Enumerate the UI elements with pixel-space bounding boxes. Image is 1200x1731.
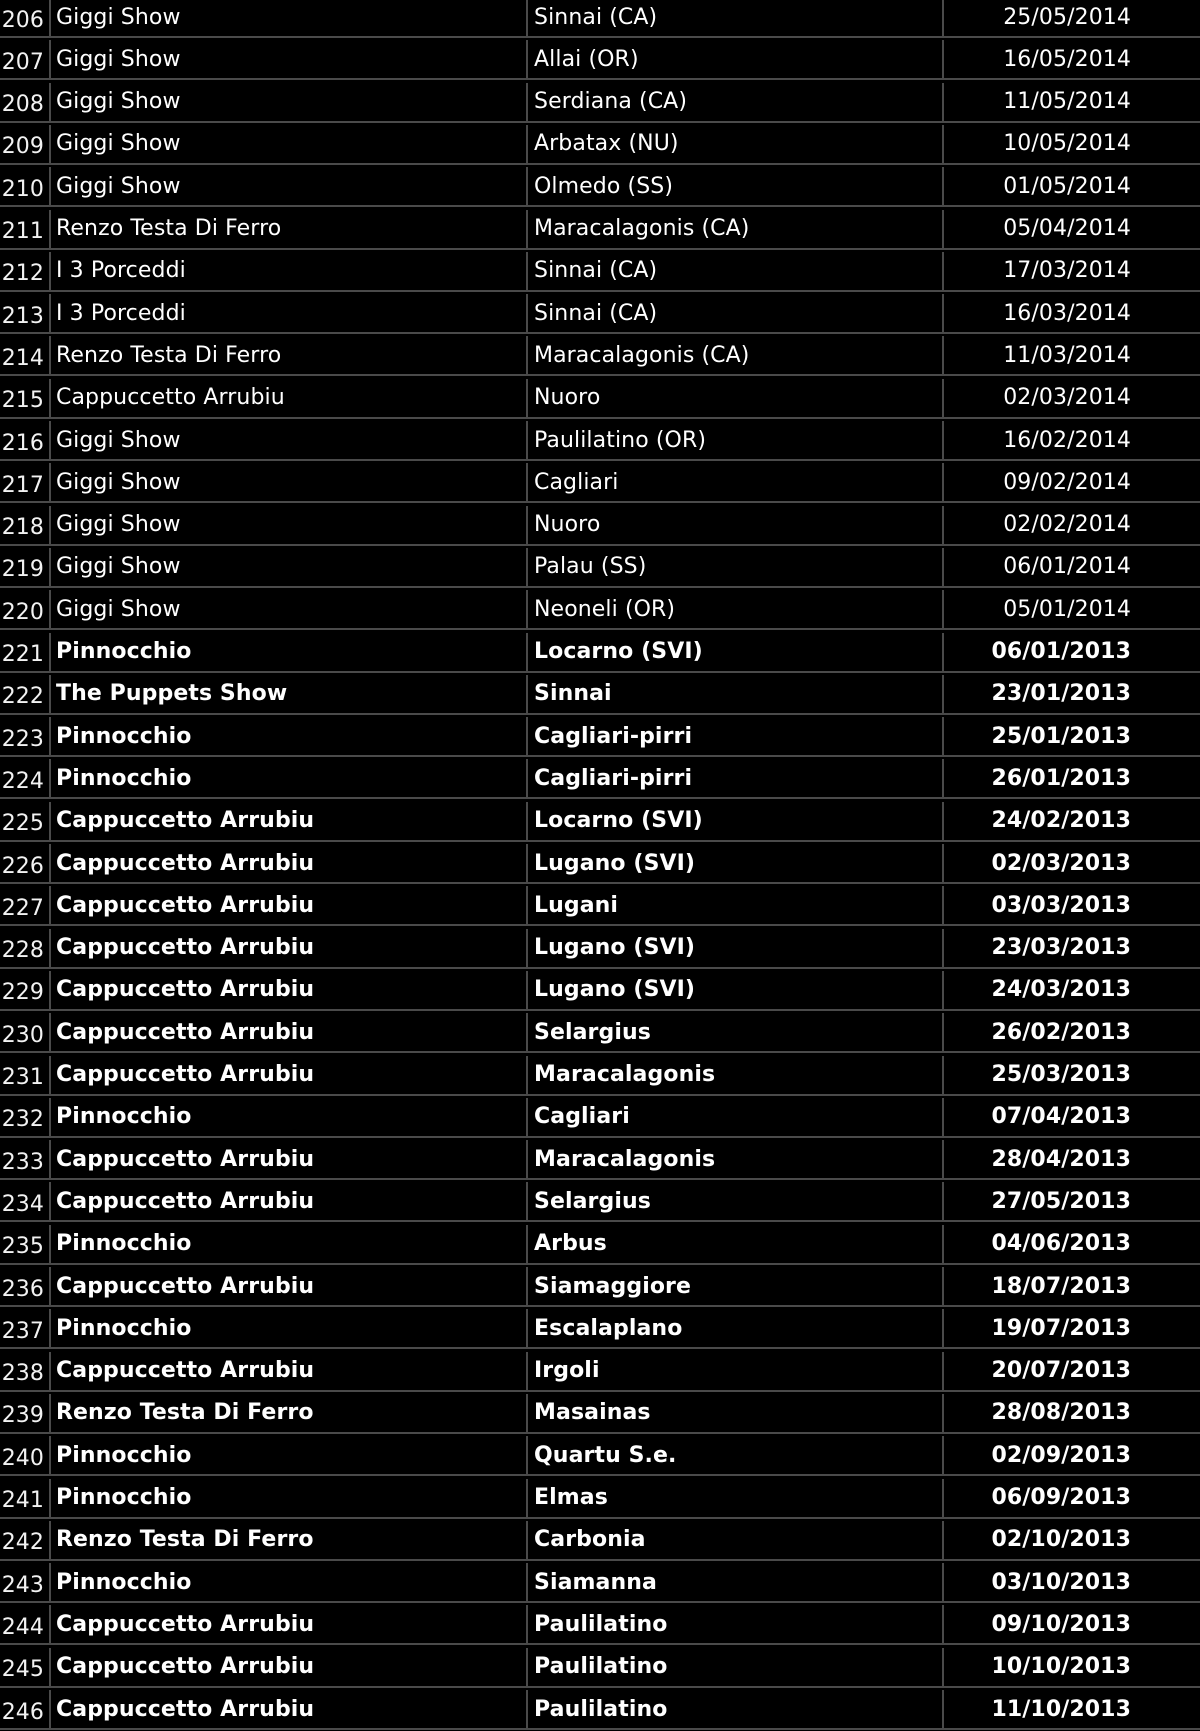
table-row xyxy=(0,83,1200,123)
row-number-cell: 235 xyxy=(0,1225,51,1263)
show-name-cell: Cappuccetto Arrubiu xyxy=(51,1267,528,1305)
date-cell: 28/04/2013 xyxy=(991,1146,1131,1172)
table-row xyxy=(0,463,1200,503)
row-number-cell: 234 xyxy=(0,1182,51,1220)
table-row xyxy=(0,1648,1200,1688)
venue-cell: Serdiana (CA) xyxy=(528,83,944,121)
venue-cell: Cagliari xyxy=(528,1098,944,1136)
table-row xyxy=(0,1563,1200,1603)
row-number-cell: 246 xyxy=(0,1690,51,1728)
venue-cell: Escalaplano xyxy=(528,1309,944,1347)
venue-cell: Cagliari-pirri xyxy=(528,759,944,797)
venue-cell: Sinnai xyxy=(528,675,944,713)
row-number-cell: 241 xyxy=(0,1479,51,1517)
row-number-cell: 225 xyxy=(0,802,51,840)
date-cell: 06/01/2014 xyxy=(1003,554,1131,580)
table-row xyxy=(0,1267,1200,1307)
table-row xyxy=(0,1521,1200,1561)
row-number-cell: 223 xyxy=(0,717,51,755)
show-name-cell: Pinnocchio xyxy=(51,633,528,671)
row-number-cell: 230 xyxy=(0,1013,51,1051)
show-name-cell: Cappuccetto Arrubiu xyxy=(51,1182,528,1220)
venue-cell: Cagliari-pirri xyxy=(528,717,944,755)
show-name-cell: Cappuccetto Arrubiu xyxy=(51,1690,528,1728)
show-name-cell: Cappuccetto Arrubiu xyxy=(51,802,528,840)
row-number-cell: 208 xyxy=(0,83,51,121)
table-row xyxy=(0,1013,1200,1053)
venue-cell: Masainas xyxy=(528,1394,944,1432)
venue-cell: Maracalagonis xyxy=(528,1140,944,1178)
show-name-cell: Giggi Show xyxy=(51,167,528,205)
venue-cell: Irgoli xyxy=(528,1352,944,1390)
table-row xyxy=(0,1182,1200,1222)
row-number-cell: 216 xyxy=(0,421,51,459)
date-cell: 11/10/2013 xyxy=(991,1696,1131,1722)
table-row xyxy=(0,717,1200,757)
show-name-cell: Giggi Show xyxy=(51,83,528,121)
row-number-cell: 207 xyxy=(0,40,51,78)
venue-cell: Arbus xyxy=(528,1225,944,1263)
venue-cell: Locarno (SVI) xyxy=(528,633,944,671)
show-name-cell: Pinnocchio xyxy=(51,1098,528,1136)
venue-cell: Paulilatino (OR) xyxy=(528,421,944,459)
show-name-cell: Giggi Show xyxy=(51,421,528,459)
table-row xyxy=(0,1352,1200,1392)
venue-cell: Paulilatino xyxy=(528,1690,944,1728)
show-name-cell: Giggi Show xyxy=(51,590,528,628)
venue-cell: Palau (SS) xyxy=(528,548,944,586)
date-cell: 10/05/2014 xyxy=(1003,131,1131,157)
row-number-cell: 217 xyxy=(0,463,51,501)
show-name-cell: Cappuccetto Arrubiu xyxy=(51,1013,528,1051)
venue-cell: Allai (OR) xyxy=(528,40,944,78)
date-cell: 05/04/2014 xyxy=(1003,216,1131,241)
row-number-cell: 229 xyxy=(0,971,51,1009)
date-cell: 19/07/2013 xyxy=(991,1315,1131,1341)
table-row xyxy=(0,1605,1200,1645)
table-row xyxy=(0,1309,1200,1349)
row-number-cell: 227 xyxy=(0,886,51,924)
row-number-cell: 240 xyxy=(0,1436,51,1474)
table-row xyxy=(0,759,1200,799)
table-row xyxy=(0,802,1200,842)
date-cell: 28/08/2013 xyxy=(991,1400,1131,1426)
show-name-cell: Pinnocchio xyxy=(51,1225,528,1263)
date-cell: 11/03/2014 xyxy=(1003,342,1131,368)
date-cell: 26/01/2013 xyxy=(991,765,1131,791)
show-name-cell: I 3 Porceddi xyxy=(51,294,528,332)
venue-cell: Lugano (SVI) xyxy=(528,971,944,1009)
row-number-cell: 238 xyxy=(0,1352,51,1390)
venue-cell: Carbonia xyxy=(528,1521,944,1559)
table-row xyxy=(0,252,1200,292)
venue-cell: Siamanna xyxy=(528,1563,944,1601)
table-row xyxy=(0,1394,1200,1434)
row-number-cell: 222 xyxy=(0,675,51,713)
show-name-cell: Renzo Testa Di Ferro xyxy=(51,210,528,248)
show-name-cell: Cappuccetto Arrubiu xyxy=(51,886,528,924)
date-cell: 16/03/2014 xyxy=(1003,300,1131,326)
date-cell: 02/10/2013 xyxy=(991,1527,1131,1553)
table-row xyxy=(0,210,1200,250)
date-cell: 25/05/2014 xyxy=(1003,4,1131,30)
show-name-cell: Pinnocchio xyxy=(51,1309,528,1347)
table-row xyxy=(0,1056,1200,1096)
show-name-cell: Cappuccetto Arrubiu xyxy=(51,844,528,882)
venue-cell: Sinnai (CA) xyxy=(528,294,944,332)
date-cell: 02/09/2013 xyxy=(991,1442,1131,1468)
venue-cell: Olmedo (SS) xyxy=(528,167,944,205)
show-name-cell: Cappuccetto Arrubiu xyxy=(51,1352,528,1390)
table-row xyxy=(0,675,1200,715)
show-name-cell: Pinnocchio xyxy=(51,1436,528,1474)
venue-cell: Paulilatino xyxy=(528,1648,944,1686)
date-cell: 20/07/2013 xyxy=(991,1358,1131,1384)
venue-cell: Neoneli (OR) xyxy=(528,590,944,628)
date-cell: 18/07/2013 xyxy=(991,1273,1131,1299)
show-name-cell: Cappuccetto Arrubiu xyxy=(51,1648,528,1686)
row-number-cell: 231 xyxy=(0,1056,51,1094)
table-row xyxy=(0,0,1200,38)
date-cell: 25/03/2013 xyxy=(991,1062,1131,1087)
date-cell: 25/01/2013 xyxy=(991,723,1131,749)
venue-cell: Maracalagonis (CA) xyxy=(528,336,944,374)
venue-cell: Cagliari xyxy=(528,463,944,501)
show-name-cell: Giggi Show xyxy=(51,463,528,501)
venue-cell: Selargius xyxy=(528,1182,944,1220)
date-cell: 03/10/2013 xyxy=(991,1569,1131,1595)
row-number-cell: 213 xyxy=(0,294,51,332)
date-cell: 02/02/2014 xyxy=(1003,512,1131,538)
row-number-cell: 228 xyxy=(0,929,51,967)
row-number-cell: 243 xyxy=(0,1563,51,1601)
row-number-cell: 210 xyxy=(0,167,51,205)
date-cell: 05/01/2014 xyxy=(1003,596,1131,622)
table-row xyxy=(0,1436,1200,1476)
row-number-cell: 232 xyxy=(0,1098,51,1136)
show-name-cell: Cappuccetto Arrubiu xyxy=(51,929,528,967)
table-row xyxy=(0,886,1200,926)
row-number-cell: 218 xyxy=(0,506,51,544)
show-name-cell: Renzo Testa Di Ferro xyxy=(51,1521,528,1559)
date-cell: 16/02/2014 xyxy=(1003,427,1131,453)
row-number-cell: 244 xyxy=(0,1605,51,1643)
show-name-cell: Cappuccetto Arrubiu xyxy=(51,379,528,417)
row-number-cell: 239 xyxy=(0,1394,51,1432)
table-row xyxy=(0,294,1200,334)
row-number-cell: 224 xyxy=(0,759,51,797)
date-cell: 04/06/2013 xyxy=(991,1231,1131,1257)
venue-cell: Paulilatino xyxy=(528,1605,944,1643)
venue-cell: Siamaggiore xyxy=(528,1267,944,1305)
row-number-cell: 212 xyxy=(0,252,51,290)
venue-cell: Maracalagonis xyxy=(528,1056,944,1094)
row-number-cell: 237 xyxy=(0,1309,51,1347)
date-cell: 26/02/2013 xyxy=(991,1019,1131,1045)
show-name-cell: Pinnocchio xyxy=(51,759,528,797)
show-name-cell: Giggi Show xyxy=(51,548,528,586)
table-row xyxy=(0,548,1200,588)
date-cell: 03/03/2013 xyxy=(991,892,1131,918)
row-number-cell: 209 xyxy=(0,125,51,163)
date-cell: 27/05/2013 xyxy=(991,1188,1131,1214)
show-name-cell: Pinnocchio xyxy=(51,1563,528,1601)
table-row xyxy=(0,167,1200,207)
venue-cell: Sinnai (CA) xyxy=(528,0,944,36)
date-cell: 01/05/2014 xyxy=(1003,173,1131,199)
row-number-cell: 245 xyxy=(0,1648,51,1686)
venue-cell: Elmas xyxy=(528,1479,944,1517)
date-cell: 24/02/2013 xyxy=(991,808,1131,834)
table-row xyxy=(0,40,1200,80)
date-cell: 02/03/2014 xyxy=(1003,385,1131,411)
row-number-cell: 220 xyxy=(0,590,51,628)
row-number-cell: 214 xyxy=(0,336,51,374)
show-name-cell: Giggi Show xyxy=(51,0,528,36)
table-row xyxy=(0,1140,1200,1180)
row-number-cell: 221 xyxy=(0,633,51,671)
show-name-cell: Pinnocchio xyxy=(51,1479,528,1517)
show-name-cell: Cappuccetto Arrubiu xyxy=(51,971,528,1009)
show-name-cell: Giggi Show xyxy=(51,506,528,544)
table-row xyxy=(0,421,1200,461)
show-name-cell: Cappuccetto Arrubiu xyxy=(51,1605,528,1643)
venue-cell: Quartu S.e. xyxy=(528,1436,944,1474)
show-name-cell: The Puppets Show xyxy=(51,675,528,713)
row-number-cell: 215 xyxy=(0,379,51,417)
venue-cell: Lugano (SVI) xyxy=(528,929,944,967)
row-number-cell: 226 xyxy=(0,844,51,882)
show-name-cell: Giggi Show xyxy=(51,40,528,78)
table-row xyxy=(0,590,1200,630)
date-cell: 10/10/2013 xyxy=(991,1654,1131,1680)
venue-cell: Lugani xyxy=(528,886,944,924)
date-cell: 06/09/2013 xyxy=(991,1485,1131,1510)
date-cell: 16/05/2014 xyxy=(1003,46,1131,72)
date-cell: 09/10/2013 xyxy=(991,1611,1131,1637)
row-number-cell: 206 xyxy=(0,0,51,36)
date-cell: 23/01/2013 xyxy=(991,681,1131,707)
date-cell: 07/04/2013 xyxy=(991,1104,1131,1130)
date-cell: 17/03/2014 xyxy=(1003,258,1131,284)
date-cell: 02/03/2013 xyxy=(991,850,1131,876)
show-name-cell: I 3 Porceddi xyxy=(51,252,528,290)
date-cell: 11/05/2014 xyxy=(1003,89,1131,115)
date-cell: 09/02/2014 xyxy=(1003,469,1131,495)
venue-cell: Nuoro xyxy=(528,506,944,544)
table-row xyxy=(0,336,1200,376)
table-row xyxy=(0,1225,1200,1265)
row-number-cell: 211 xyxy=(0,210,51,248)
table-row xyxy=(0,1098,1200,1138)
show-name-cell: Giggi Show xyxy=(51,125,528,163)
venue-cell: Nuoro xyxy=(528,379,944,417)
show-name-cell: Cappuccetto Arrubiu xyxy=(51,1140,528,1178)
table-row xyxy=(0,844,1200,884)
table-row xyxy=(0,929,1200,969)
show-name-cell: Renzo Testa Di Ferro xyxy=(51,1394,528,1432)
table-row xyxy=(0,633,1200,673)
table-row xyxy=(0,1690,1200,1730)
row-number-cell: 219 xyxy=(0,548,51,586)
venue-cell: Locarno (SVI) xyxy=(528,802,944,840)
table-row xyxy=(0,379,1200,419)
table-row xyxy=(0,1479,1200,1519)
row-number-cell: 236 xyxy=(0,1267,51,1305)
venue-cell: Selargius xyxy=(528,1013,944,1051)
table-row xyxy=(0,125,1200,165)
show-name-cell: Cappuccetto Arrubiu xyxy=(51,1056,528,1094)
show-name-cell: Pinnocchio xyxy=(51,717,528,755)
row-number-cell: 233 xyxy=(0,1140,51,1178)
table-row xyxy=(0,506,1200,546)
date-cell: 24/03/2013 xyxy=(991,977,1131,1003)
venue-cell: Maracalagonis (CA) xyxy=(528,210,944,248)
venue-cell: Lugano (SVI) xyxy=(528,844,944,882)
venue-cell: Sinnai (CA) xyxy=(528,252,944,290)
date-cell: 06/01/2013 xyxy=(991,639,1131,664)
row-number-cell: 242 xyxy=(0,1521,51,1559)
venue-cell: Arbatax (NU) xyxy=(528,125,944,163)
date-cell: 23/03/2013 xyxy=(991,935,1131,961)
table-row xyxy=(0,971,1200,1011)
show-name-cell: Renzo Testa Di Ferro xyxy=(51,336,528,374)
